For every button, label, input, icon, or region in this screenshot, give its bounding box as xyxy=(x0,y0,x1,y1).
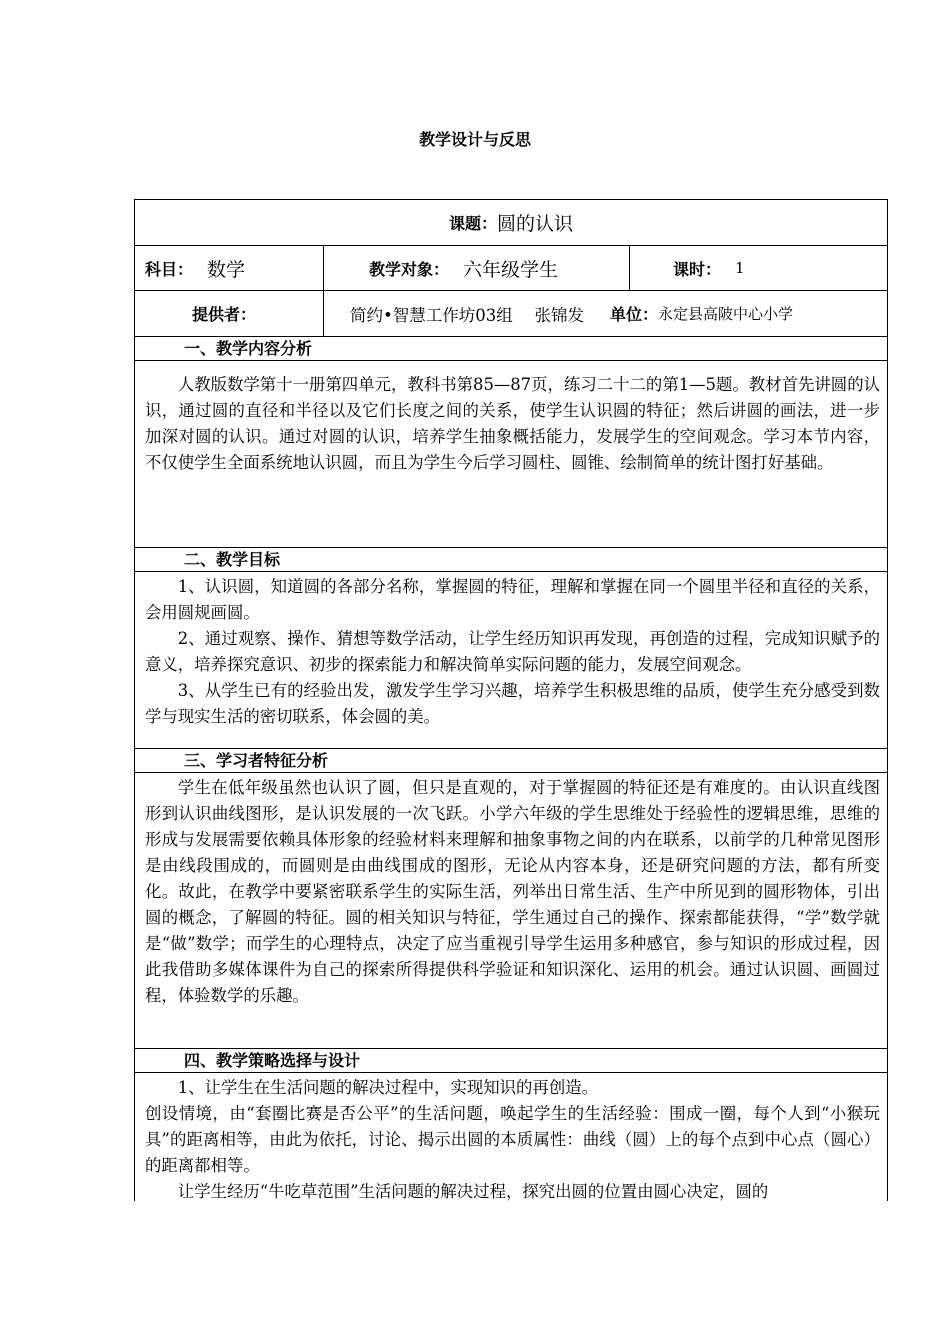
section-body-2 xyxy=(134,571,888,748)
unit-value: 永定县高陂中心小学 xyxy=(658,305,794,323)
paragraph: 创设情境，由“套圈比赛是否公平”的生活问题，唤起学生的生活经验：围成一圈，每个人到“小猴玩具”的距离相等，由此为依托，讨论、揭示出圆的本质属性：曲线（圆）上的每个点到中心点（圆心）的距离都相等。 xyxy=(145,1104,880,1175)
paragraph: 学生在低年级虽然也认识了圆，但只是直观的，对于掌握圆的特征还是有难度的。由认识直线图形到认识曲线图形，是认识发展的一次飞跃。小学六年级的学生思维处于经验性的逻辑思维，思维的形成与发展需要依赖具体形象的经验材料来理解和抽象事物之间的内在联系，以前学的几种常见图形是由线段围成的，而圆则是由曲线围成的图形，无论从内容本身，还是研究问题的方法，都有所变化。故此，在教学中要紧密联系学生的实际生活，列举出日常生活、生产中所见到的圆形物体，引出圆的概念，了解圆的特征。圆的相关知识与特征，学生通过自己的操作、探索都能获得，“学”数学就是“做”数学；而学生的心理特点，决定了应当重视引导学生运用多种感官，参与知识的形成过程，因此我借助多媒体课件为自己的探索所得提供科学验证和知识深化、运用的机会。通过认识圆、画圆过程，体验数学的乐趣。 xyxy=(145,778,880,1005)
paragraph: 1、让学生在生活问题的解决过程中，实现知识的再创造。 xyxy=(177,1078,598,1097)
lesson-table xyxy=(134,199,888,1201)
provider-label: 提供者： xyxy=(192,305,257,324)
section-heading-3: 三、学习者特征分析 xyxy=(134,748,888,772)
topic-value: 圆的认识 xyxy=(497,213,574,235)
section-heading-1: 一、教学内容分析 xyxy=(134,336,888,360)
provider-row xyxy=(134,290,888,336)
paragraph: 让学生经历“牛吃草范围”生活问题的解决过程，探究出圆的位置由圆心决定，圆的 xyxy=(177,1182,769,1201)
hours-value: 1 xyxy=(735,259,745,277)
topic-row xyxy=(134,199,888,245)
subject-label: 科目： xyxy=(145,259,194,279)
paragraph: 2、通过观察、操作、猜想等数学活动，让学生经历知识再发现，再创造的过程，完成知识赋予的意义，培养探究意识、初步的探索能力和解决简单实际问题的能力，发展空间观念。 xyxy=(145,629,880,674)
unit-label: 单位： xyxy=(609,305,658,324)
hours-label: 课时： xyxy=(673,259,722,279)
topic-label: 课题： xyxy=(448,214,497,233)
document-title: 教学设计与反思 xyxy=(418,130,531,149)
info-row xyxy=(134,245,888,290)
section-body-4 xyxy=(134,1072,888,1201)
provider-value: 简约•智慧工作坊03组 张锦发 xyxy=(350,305,584,325)
section-body-3 xyxy=(134,772,888,1048)
subject-value: 数学 xyxy=(207,258,246,281)
section-heading-2: 二、教学目标 xyxy=(134,547,888,571)
paragraph: 人教版数学第十一册第四单元，教科书第85—87页，练习二十二的第1—5题。教材首先讲圆的认识，通过圆的直径和半径以及它们长度之间的关系，使学生认识圆的特征；然后讲圆的画法，进一步加深对圆的认识。通过对圆的认识，培养学生抽象概括能力，发展学生的空间观念。学习本节内容，不仅使学生全面系统地认识圆，而且为学生今后学习圆柱、圆锥、绘制简单的统计图打好基础。 xyxy=(145,375,880,472)
audience-label: 教学对象： xyxy=(369,259,450,279)
audience-value: 六年级学生 xyxy=(463,258,559,281)
section-heading-4: 四、教学策略选择与设计 xyxy=(134,1048,888,1072)
paragraph: 1、认识圆，知道圆的各部分名称，掌握圆的特征，理解和掌握在同一个圆里半径和直径的关系，会用圆规画圆。 xyxy=(145,577,880,622)
paragraph: 3、从学生已有的经验出发，激发学生学习兴趣，培养学生积极思维的品质，使学生充分感受到数学与现实生活的密切联系，体会圆的美。 xyxy=(145,681,880,726)
section-body-1 xyxy=(134,360,888,547)
